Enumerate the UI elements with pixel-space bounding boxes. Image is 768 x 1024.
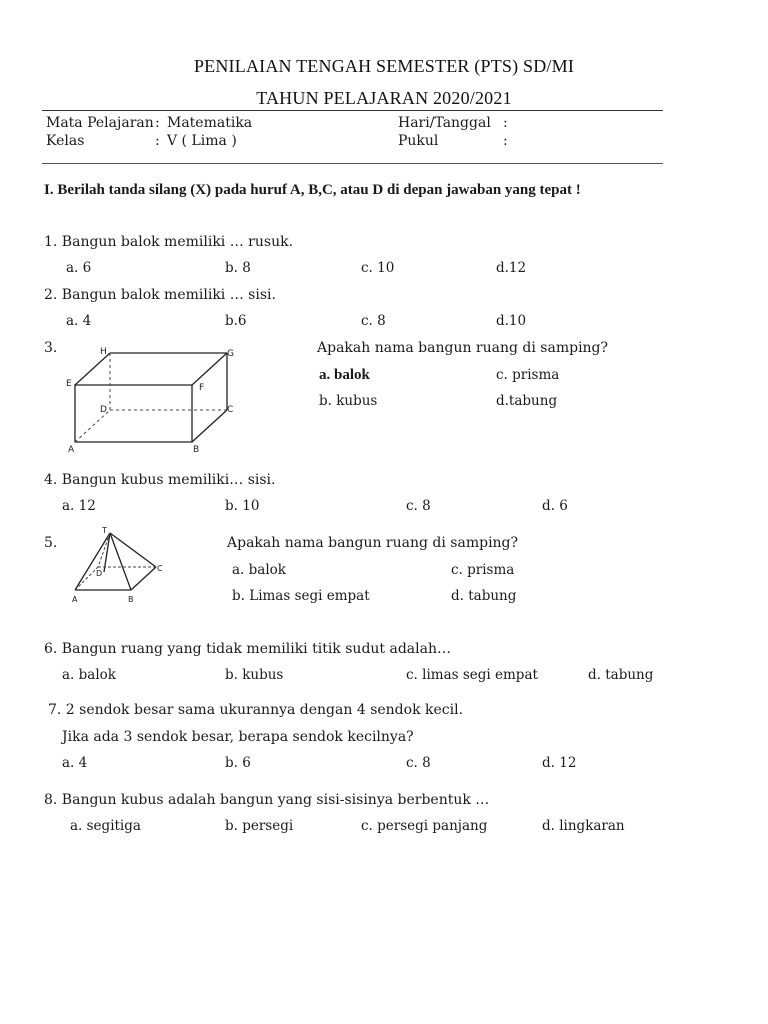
header-top-rule bbox=[42, 110, 663, 111]
question-5-option-a[interactable]: a. balok bbox=[232, 562, 286, 578]
cuboid-label-g: G bbox=[227, 349, 234, 359]
pyramid-label-d: D bbox=[96, 569, 103, 578]
question-7-option-b[interactable]: b. 6 bbox=[225, 755, 251, 771]
question-3-text: Apakah nama bangun ruang di samping? bbox=[317, 340, 609, 356]
question-7-text-2: Jika ada 3 sendok besar, berapa sendok kecilnya? bbox=[62, 729, 414, 745]
cuboid-label-e: E bbox=[66, 379, 72, 389]
question-8-text: 8. Bangun kubus adalah bangun yang sisi-sisinya berbentuk … bbox=[44, 792, 490, 808]
page-subtitle: TAHUN PELAJARAN 2020/2021 bbox=[256, 88, 512, 108]
question-7-option-a[interactable]: a. 4 bbox=[62, 755, 88, 771]
page-title: PENILAIAN TENGAH SEMESTER (PTS) SD/MI bbox=[193, 56, 575, 76]
mapel-colon: : bbox=[155, 115, 160, 131]
question-6-option-a[interactable]: a. balok bbox=[62, 667, 116, 683]
question-2-option-a[interactable]: a. 4 bbox=[66, 313, 92, 329]
question-3-number: 3. bbox=[44, 340, 58, 356]
cuboid-figure bbox=[62, 344, 234, 456]
question-2-option-c[interactable]: c. 8 bbox=[361, 313, 386, 329]
header-bottom-rule bbox=[42, 163, 663, 164]
question-5-number: 5. bbox=[44, 535, 58, 551]
question-4-option-a[interactable]: a. 12 bbox=[62, 498, 96, 514]
question-8-option-d[interactable]: d. lingkaran bbox=[542, 818, 625, 834]
pukul-colon: : bbox=[503, 133, 508, 149]
question-7-text: 7. 2 sendok besar sama ukurannya dengan 4 sendok kecil. bbox=[48, 702, 464, 718]
question-5-text: Apakah nama bangun ruang di samping? bbox=[227, 535, 519, 551]
question-1-option-d[interactable]: d.12 bbox=[496, 260, 527, 276]
hari-label: Hari/Tanggal bbox=[398, 115, 491, 131]
question-6-option-c[interactable]: c. limas segi empat bbox=[406, 667, 538, 683]
kelas-value: V ( Lima ) bbox=[167, 133, 237, 149]
cuboid-label-f: F bbox=[199, 383, 205, 393]
cuboid-label-a: A bbox=[68, 445, 75, 455]
kelas-colon: : bbox=[155, 133, 160, 149]
question-1-text: 1. Bangun balok memiliki … rusuk. bbox=[44, 234, 294, 250]
question-5-option-c[interactable]: c. prisma bbox=[451, 562, 515, 578]
pyramid-label-a: A bbox=[72, 595, 78, 604]
question-7-option-d[interactable]: d. 12 bbox=[542, 755, 577, 771]
pukul-label: Pukul bbox=[398, 133, 439, 149]
question-4-option-d[interactable]: d. 6 bbox=[542, 498, 568, 514]
instruction-text: I. Berilah tanda silang (X) pada huruf A, B,C, atau D di depan jawaban yang tepat ! bbox=[44, 182, 581, 198]
pyramid-figure bbox=[66, 524, 170, 606]
pyramid-label-b: B bbox=[128, 595, 134, 604]
question-8-option-b[interactable]: b. persegi bbox=[225, 818, 294, 834]
question-7-option-c[interactable]: c. 8 bbox=[406, 755, 431, 771]
question-1-option-c[interactable]: c. 10 bbox=[361, 260, 395, 276]
cuboid-label-c: C bbox=[227, 405, 234, 415]
question-6-option-b[interactable]: b. kubus bbox=[225, 667, 284, 683]
cuboid-label-b: B bbox=[193, 445, 200, 455]
question-3-option-d[interactable]: d.tabung bbox=[496, 393, 558, 409]
kelas-label: Kelas bbox=[46, 133, 85, 149]
mapel-value: Matematika bbox=[167, 115, 253, 131]
question-5-option-d[interactable]: d. tabung bbox=[451, 588, 517, 604]
question-8-option-a[interactable]: a. segitiga bbox=[70, 818, 141, 834]
question-2-text: 2. Bangun balok memiliki … sisi. bbox=[44, 287, 276, 303]
question-1-option-b[interactable]: b. 8 bbox=[225, 260, 251, 276]
question-3-option-a[interactable]: a. balok bbox=[319, 367, 370, 383]
question-5-option-b[interactable]: b. Limas segi empat bbox=[232, 588, 370, 604]
question-2-option-b[interactable]: b.6 bbox=[225, 313, 247, 329]
question-8-option-c[interactable]: c. persegi panjang bbox=[361, 818, 488, 834]
cuboid-label-d: D bbox=[100, 405, 107, 415]
hari-colon: : bbox=[503, 115, 508, 131]
question-2-option-d[interactable]: d.10 bbox=[496, 313, 527, 329]
question-4-option-c[interactable]: c. 8 bbox=[406, 498, 431, 514]
mapel-label: Mata Pelajaran bbox=[46, 115, 154, 131]
pyramid-label-c: C bbox=[157, 564, 163, 573]
question-3-option-c[interactable]: c. prisma bbox=[496, 367, 560, 383]
question-1-option-a[interactable]: a. 6 bbox=[66, 260, 92, 276]
question-6-text: 6. Bangun ruang yang tidak memiliki titik sudut adalah… bbox=[44, 641, 451, 657]
question-6-option-d[interactable]: d. tabung bbox=[588, 667, 654, 683]
question-4-option-b[interactable]: b. 10 bbox=[225, 498, 260, 514]
cuboid-label-h: H bbox=[100, 347, 107, 357]
pyramid-label-t: T bbox=[102, 526, 107, 535]
question-3-option-b[interactable]: b. kubus bbox=[319, 393, 378, 409]
question-4-text: 4. Bangun kubus memiliki… sisi. bbox=[44, 472, 276, 488]
